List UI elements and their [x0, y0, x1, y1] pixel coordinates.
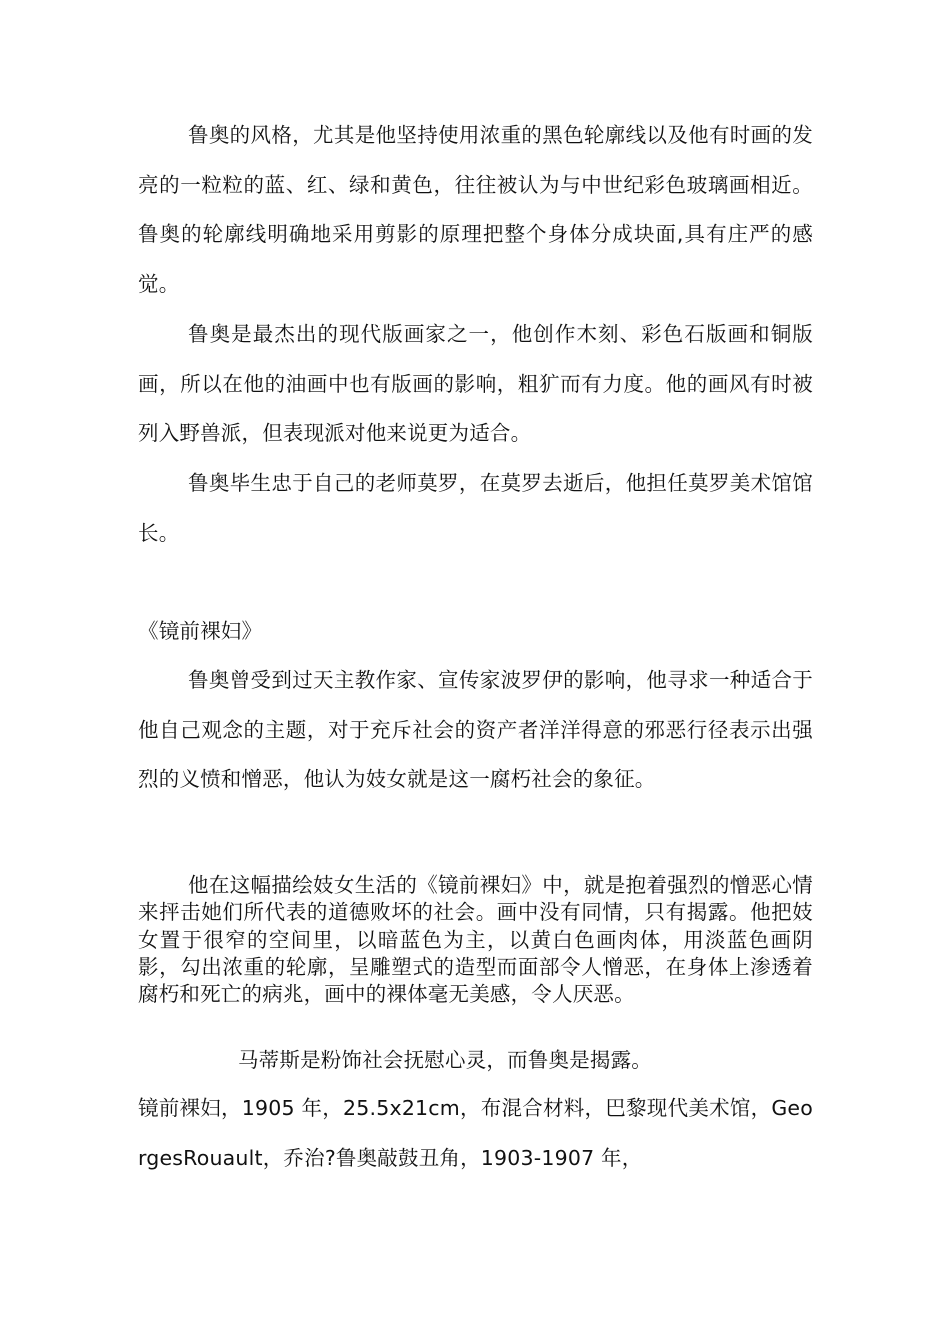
- paragraph-painting-description: [138, 872, 813, 1008]
- paragraph-moreau: [138, 459, 813, 558]
- paragraph-matisse-comparison: [238, 1045, 798, 1075]
- paragraph-text: 鲁奥是最杰出的现代版画家之一，他创作木刻、彩色石版画和铜版画，所以在他的油画中也有版画的影响，粗犷而有力度。他的画风有时被列入野兽派，但表现派对他来说更为适合。: [138, 322, 813, 445]
- paragraph-text: 鲁奥曾受到过天主教作家、宣传家波罗伊的影响，他寻求一种适合于他自己观念的主题，对于充斥社会的资产者洋洋得意的邪恶行径表示出强烈的义愤和憎恶，他认为妓女就是这一腐朽社会的象征。: [138, 668, 813, 791]
- paragraph-text: 鲁奥毕生忠于自己的老师莫罗，在莫罗去逝后，他担任莫罗美术馆馆长。: [138, 471, 813, 545]
- paragraph-printmaking: [138, 310, 813, 459]
- paragraph-text: 镜前裸妇，1905 年，25.5x21cm，布混合材料，巴黎现代美术馆，GeorgesRouault，乔治?鲁奥敲鼓丑角，1903-1907 年，: [138, 1096, 813, 1170]
- paragraph-text: 他在这幅描绘妓女生活的《镜前裸妇》中，就是抱着强烈的憎恶心情来抨击她们所代表的道德败坏的社会。画中没有同情，只有揭露。他把妓女置于很窄的空间里，以暗蓝色为主，以黄白色画肉体，用淡蓝色画阴影，勾出浓重的轮廓，呈雕塑式的造型而面部令人憎恶，在身体上渗透着腐朽和死亡的病兆，画中的裸体毫无美感，令人厌恶。: [138, 873, 813, 1007]
- paragraph-caption: [138, 1084, 813, 1183]
- paragraph-style: [138, 111, 813, 309]
- section-heading: [138, 607, 813, 657]
- section-heading-text: 《镜前裸妇》: [138, 619, 263, 643]
- paragraph-text: 马蒂斯是粉饰社会抚慰心灵，而鲁奥是揭露。: [238, 1048, 652, 1072]
- paragraph-influence: [138, 656, 813, 805]
- paragraph-text: 鲁奥的风格，尤其是他坚持使用浓重的黑色轮廓线以及他有时画的发亮的一粒粒的蓝、红、绿和黄色，往往被认为与中世纪彩色玻璃画相近。鲁奥的轮廓线明确地采用剪影的原理把整个身体分成块面,具有庄严的感觉。: [138, 123, 813, 296]
